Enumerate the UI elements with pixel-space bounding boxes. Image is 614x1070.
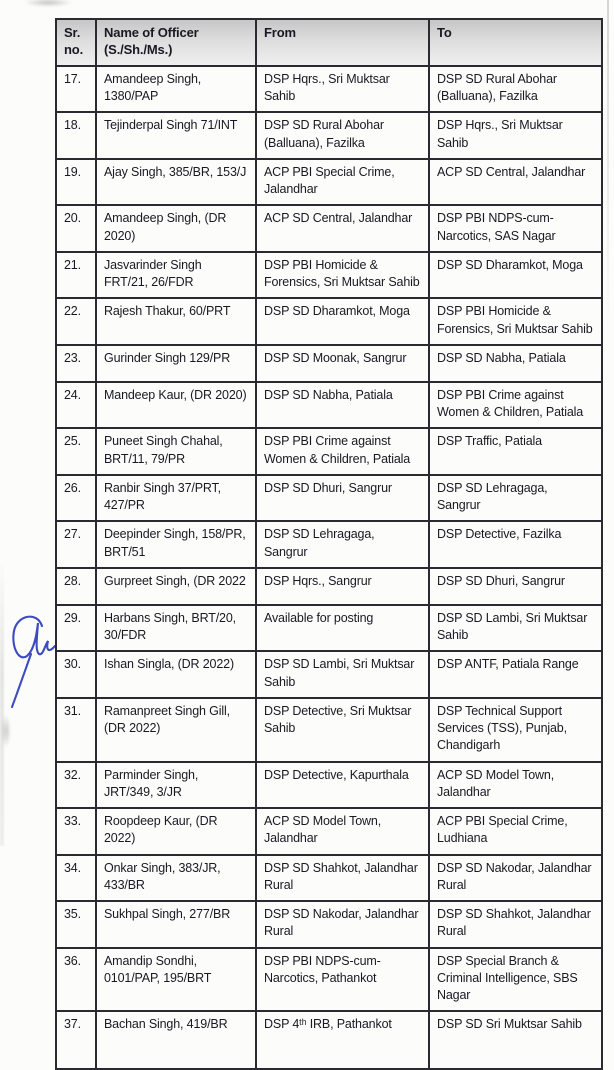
cell-from-posting: ACP PBI Special Crime, Jalandhar <box>256 159 429 206</box>
cell-to-posting: ACP SD Model Town, Jalandhar <box>429 762 602 809</box>
table-row <box>56 345 602 382</box>
cell-sr-no: 17. <box>56 66 96 113</box>
cell-officer-name: Ramanpreet Singh Gill, (DR 2022) <box>96 698 256 762</box>
cell-from-posting: DSP SD Rural Abohar (Balluana), Fazilka <box>256 112 429 159</box>
cell-officer-name: Sukhpal Singh, 277/BR <box>96 901 256 948</box>
cell-sr-no: 22. <box>56 298 96 345</box>
table-row <box>56 159 602 206</box>
cell-officer-name: Amandeep Singh, (DR 2020) <box>96 205 256 252</box>
cell-to-posting: DSP Traffic, Patiala <box>429 428 602 475</box>
cell-sr-no: 23. <box>56 345 96 382</box>
cell-to-posting: DSP Technical Support Services (TSS), Punjab, Chandigarh <box>429 698 602 762</box>
scan-speck <box>1 714 11 748</box>
column-header-to: To <box>429 19 602 66</box>
column-header-sr-no: Sr. no. <box>56 19 96 66</box>
scan-edge-shadow <box>607 0 609 330</box>
table-row <box>56 901 602 948</box>
handwritten-initials-icon <box>2 604 56 712</box>
cell-from-posting: DSP Detective, Sri Muktsar Sahib <box>256 698 429 762</box>
table-row <box>56 651 602 698</box>
officer-transfer-table <box>55 18 603 1070</box>
cell-officer-name: Mandeep Kaur, (DR 2020) <box>96 382 256 429</box>
cell-to-posting: DSP SD Nakodar, Jalandhar Rural <box>429 855 602 902</box>
table-row <box>56 605 602 652</box>
margin-signature <box>2 604 56 712</box>
cell-to-posting: DSP SD Dharamkot, Moga <box>429 252 602 299</box>
cell-to-posting: DSP SD Nabha, Patiala <box>429 345 602 382</box>
cell-sr-no: 25. <box>56 428 96 475</box>
cell-from-posting: DSP SD Dhuri, Sangrur <box>256 475 429 522</box>
cell-to-posting: DSP Detective, Fazilka <box>429 521 602 568</box>
table-row <box>56 698 602 762</box>
table-row <box>56 112 602 159</box>
cell-officer-name: Ranbir Singh 37/PRT, 427/PR <box>96 475 256 522</box>
cell-officer-name: Ajay Singh, 385/BR, 153/J <box>96 159 256 206</box>
cell-from-posting: DSP SD Nabha, Patiala <box>256 382 429 429</box>
cell-to-posting: DSP ANTF, Patiala Range <box>429 651 602 698</box>
column-header-from: From <box>256 19 429 66</box>
cell-to-posting: DSP PBI NDPS-cum-Narcotics, SAS Nagar <box>429 205 602 252</box>
table-row <box>56 762 602 809</box>
cell-from-posting: DSP Detective, Kapurthala <box>256 762 429 809</box>
cell-from-posting: DSP SD Shahkot, Jalandhar Rural <box>256 855 429 902</box>
cell-to-posting: DSP SD Shahkot, Jalandhar Rural <box>429 901 602 948</box>
cell-officer-name: Jasvarinder Singh FRT/21, 26/FDR <box>96 252 256 299</box>
cell-sr-no: 32. <box>56 762 96 809</box>
cell-sr-no: 29. <box>56 605 96 652</box>
cell-from-posting: DSP SD Moonak, Sangrur <box>256 345 429 382</box>
cell-from-posting: DSP PBI Crime against Women & Children, Patiala <box>256 428 429 475</box>
cell-officer-name: Amandip Sondhi, 0101/PAP, 195/BRT <box>96 948 256 1012</box>
cell-sr-no: 30. <box>56 651 96 698</box>
cell-sr-no: 37. <box>56 1011 96 1069</box>
cell-sr-no: 27. <box>56 521 96 568</box>
cell-officer-name: Gurpreet Singh, (DR 2022 <box>96 568 256 605</box>
table-row <box>56 568 602 605</box>
table-row <box>56 808 602 855</box>
cell-from-posting: DSP PBI Homicide & Forensics, Sri Muktsar Sahib <box>256 252 429 299</box>
cell-from-posting: ACP SD Model Town, Jalandhar <box>256 808 429 855</box>
cell-from-posting: Available for posting <box>256 605 429 652</box>
cell-from-posting: DSP SD Lehragaga, Sangrur <box>256 521 429 568</box>
cell-sr-no: 31. <box>56 698 96 762</box>
cell-officer-name: Tejinderpal Singh 71/INT <box>96 112 256 159</box>
cell-sr-no: 24. <box>56 382 96 429</box>
cell-officer-name: Rajesh Thakur, 60/PRT <box>96 298 256 345</box>
cell-officer-name: Gurinder Singh 129/PR <box>96 345 256 382</box>
table-row <box>56 382 602 429</box>
cell-officer-name: Onkar Singh, 383/JR, 433/BR <box>96 855 256 902</box>
cell-sr-no: 34. <box>56 855 96 902</box>
cell-from-posting: DSP SD Lambi, Sri Muktsar Sahib <box>256 651 429 698</box>
cell-to-posting: DSP SD Rural Abohar (Balluana), Fazilka <box>429 66 602 113</box>
cell-from-posting: DSP SD Dharamkot, Moga <box>256 298 429 345</box>
cell-officer-name: Roopdeep Kaur, (DR 2022) <box>96 808 256 855</box>
header-row <box>56 19 602 66</box>
cell-officer-name: Amandeep Singh, 1380/PAP <box>96 66 256 113</box>
cell-to-posting: ACP SD Central, Jalandhar <box>429 159 602 206</box>
cell-sr-no: 21. <box>56 252 96 299</box>
table-row <box>56 521 602 568</box>
cell-sr-no: 19. <box>56 159 96 206</box>
cell-from-posting: DSP SD Nakodar, Jalandhar Rural <box>256 901 429 948</box>
cell-sr-no: 36. <box>56 948 96 1012</box>
scan-smudge <box>24 0 72 7</box>
table-row <box>56 252 602 299</box>
cell-officer-name: Harbans Singh, BRT/20, 30/FDR <box>96 605 256 652</box>
cell-from-posting: DSP Hqrs., Sri Muktsar Sahib <box>256 66 429 113</box>
table-row <box>56 428 602 475</box>
cell-to-posting: DSP PBI Homicide & Forensics, Sri Muktsar Sahib <box>429 298 602 345</box>
table-row <box>56 855 602 902</box>
cell-to-posting: DSP Hqrs., Sri Muktsar Sahib <box>429 112 602 159</box>
cell-to-posting: ACP PBI Special Crime, Ludhiana <box>429 808 602 855</box>
cell-officer-name: Bachan Singh, 419/BR <box>96 1011 256 1069</box>
cell-sr-no: 28. <box>56 568 96 605</box>
cell-sr-no: 35. <box>56 901 96 948</box>
cell-officer-name: Puneet Singh Chahal, BRT/11, 79/PR <box>96 428 256 475</box>
column-header-name-of-officer: Name of Officer (S./Sh./Ms.) <box>96 19 256 66</box>
cell-from-posting: DSP PBI NDPS-cum-Narcotics, Pathankot <box>256 948 429 1012</box>
cell-sr-no: 20. <box>56 205 96 252</box>
cell-to-posting: DSP PBI Crime against Women & Children, Patiala <box>429 382 602 429</box>
cell-to-posting: DSP SD Lehragaga, Sangrur <box>429 475 602 522</box>
table-row <box>56 948 602 1012</box>
scan-edge-shadow <box>0 560 4 846</box>
cell-officer-name: Parminder Singh, JRT/349, 3/JR <box>96 762 256 809</box>
cell-to-posting: DSP SD Dhuri, Sangrur <box>429 568 602 605</box>
cell-officer-name: Deepinder Singh, 158/PR, BRT/51 <box>96 521 256 568</box>
cell-from-posting: DSP 4ᵗʰ IRB, Pathankot <box>256 1011 429 1069</box>
cell-sr-no: 33. <box>56 808 96 855</box>
table-row <box>56 66 602 113</box>
cell-to-posting: DSP SD Sri Muktsar Sahib <box>429 1011 602 1069</box>
cell-from-posting: DSP Hqrs., Sangrur <box>256 568 429 605</box>
cell-from-posting: ACP SD Central, Jalandhar <box>256 205 429 252</box>
table-row <box>56 205 602 252</box>
table-row <box>56 475 602 522</box>
table-row <box>56 298 602 345</box>
cell-officer-name: Ishan Singla, (DR 2022) <box>96 651 256 698</box>
officer-table-body <box>56 66 602 1070</box>
cell-sr-no: 26. <box>56 475 96 522</box>
table-header <box>56 19 602 66</box>
table-row <box>56 1011 602 1069</box>
cell-to-posting: DSP Special Branch & Criminal Intelligence, SBS Nagar <box>429 948 602 1012</box>
cell-sr-no: 18. <box>56 112 96 159</box>
cell-to-posting: DSP SD Lambi, Sri Muktsar Sahib <box>429 605 602 652</box>
